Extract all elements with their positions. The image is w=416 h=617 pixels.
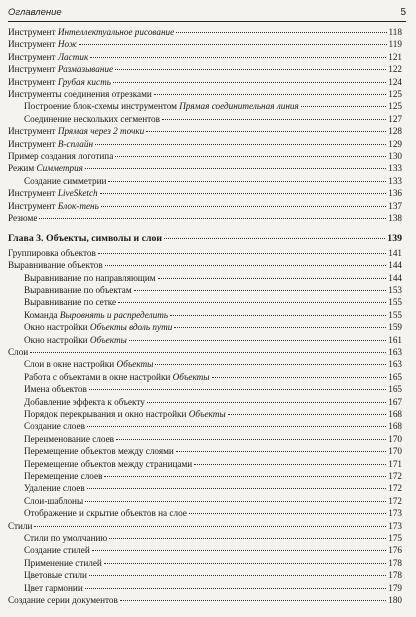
- dot-leader: [34, 526, 386, 527]
- entry-title-italic: Ластик: [57, 51, 89, 62]
- page-number: 5: [400, 7, 406, 18]
- entry-page-number: 175: [388, 533, 402, 543]
- entry-title-italic: Объекты: [116, 359, 154, 370]
- entry-page-number: 178: [388, 557, 402, 568]
- dot-leader: [146, 131, 386, 132]
- dot-leader: [85, 588, 386, 589]
- entry-title: [8, 247, 96, 259]
- entry-title-text: Создание стилей: [24, 545, 90, 556]
- entry-page-number: 127: [388, 113, 402, 124]
- entry-title: [8, 187, 98, 199]
- entry-title-text: Выравнивание по объектам: [24, 285, 132, 295]
- dot-leader: [129, 340, 386, 341]
- entry-page-number: 121: [388, 51, 402, 62]
- entry-page-number: 125: [388, 89, 402, 99]
- entry-title-text: Резюме: [8, 213, 38, 223]
- dot-leader: [90, 57, 386, 58]
- dot-leader: [228, 414, 387, 415]
- entry-title-text: Инструменты соединения отрезками: [8, 89, 152, 99]
- dot-leader: [101, 206, 386, 207]
- entry-title: [24, 334, 127, 346]
- toc-entry: [24, 445, 402, 457]
- toc-entry: [24, 544, 402, 556]
- entry-page-number: 163: [388, 347, 402, 357]
- toc-entry: [24, 458, 402, 470]
- entry-title-text: Имена объектов: [24, 384, 87, 395]
- entry-title-text: Инструмент: [8, 39, 58, 50]
- entry-title: [24, 458, 192, 470]
- toc-entry: [24, 358, 402, 370]
- entry-title: [24, 495, 83, 507]
- entry-page-number: 130: [388, 151, 402, 161]
- entry-title: [24, 557, 102, 569]
- entry-title-text: Группировка объектов: [8, 247, 96, 258]
- toc-entry: [8, 150, 402, 162]
- toc-entry: [8, 63, 402, 75]
- toc-entry: [8, 346, 402, 358]
- entry-title-text: Стили по умолчанию: [24, 533, 108, 543]
- entry-page-number: 170: [388, 433, 402, 444]
- running-header: [8, 4, 406, 18]
- entry-title: [8, 212, 37, 224]
- toc-entry: [24, 100, 402, 112]
- dot-leader: [170, 315, 386, 316]
- entry-page-number: 118: [388, 27, 402, 37]
- entry-title-text: Инструмент: [8, 27, 58, 37]
- chapter-entry: [8, 233, 402, 245]
- dot-leader: [154, 94, 386, 95]
- entry-page-number: 129: [388, 138, 402, 149]
- toc-entry: [24, 532, 402, 544]
- toc-entry: [24, 321, 402, 333]
- toc-entry: [8, 51, 402, 63]
- dot-leader: [174, 327, 386, 328]
- entry-title-text: Глава 3. Объекты, символы и слои: [8, 233, 163, 245]
- dot-leader: [115, 69, 386, 70]
- entry-title-text: Инструмент: [8, 200, 58, 211]
- entry-page-number: 137: [388, 200, 402, 211]
- entry-title-text: Окно настройки: [24, 322, 90, 333]
- toc-entry: [24, 113, 402, 125]
- toc-entry: [24, 433, 402, 445]
- entry-title: [24, 544, 90, 556]
- entry-page-number: 133: [388, 175, 402, 186]
- dot-leader: [85, 501, 386, 502]
- entry-title: [8, 162, 83, 174]
- toc-entry: [8, 76, 402, 88]
- entry-title: [8, 63, 113, 75]
- header-rule: [8, 21, 406, 22]
- entry-title-text: Переименование слоев: [24, 433, 114, 444]
- entry-title-text: Перемещение слоев: [24, 471, 103, 481]
- entry-title: [24, 383, 87, 395]
- dot-leader: [155, 364, 386, 365]
- dot-leader: [104, 476, 386, 477]
- dot-leader: [30, 352, 386, 353]
- entry-title: [8, 51, 88, 63]
- entry-title: [8, 346, 28, 358]
- entry-title: [8, 594, 118, 606]
- toc-entry: [24, 383, 402, 395]
- dot-leader: [98, 253, 386, 254]
- entry-title-italic: Объекты: [172, 371, 210, 382]
- entry-title-text: Инструмент: [8, 51, 58, 62]
- entry-page-number: 176: [388, 545, 402, 556]
- dot-leader: [212, 377, 387, 378]
- entry-title: [24, 569, 87, 581]
- toc-entry: [24, 569, 402, 581]
- entry-title-text: Порядок перекрывания и окно настройки: [24, 409, 189, 419]
- entry-title-text: Отображение и скрытие объектов на слое: [24, 508, 187, 519]
- dot-leader: [109, 538, 386, 539]
- toc-entry: [24, 408, 402, 420]
- entry-page-number: 139: [387, 233, 402, 245]
- entry-title-text: Цвет гармонии: [24, 582, 83, 593]
- entry-title-text: Перемещение объектов между страницами: [24, 458, 193, 469]
- entry-title-text: Построение блок-схемы инструментом: [24, 101, 180, 112]
- dot-leader: [87, 426, 386, 427]
- entry-title: [8, 138, 93, 150]
- entry-page-number: 138: [388, 213, 402, 223]
- dot-leader: [95, 144, 386, 145]
- entry-page-number: 136: [388, 188, 402, 199]
- dot-leader: [113, 82, 386, 83]
- entry-title: [8, 233, 162, 245]
- toc-entry: [24, 507, 402, 519]
- entry-title: [24, 309, 168, 321]
- entry-title-italic: Объекты: [89, 334, 127, 345]
- entry-page-number: 125: [388, 101, 402, 112]
- entry-page-number: 144: [388, 260, 402, 271]
- entry-page-number: 172: [388, 471, 402, 481]
- toc-entry: [8, 259, 402, 271]
- toc-entry: [24, 582, 402, 594]
- toc-entry: [8, 594, 402, 606]
- entry-page-number: 179: [388, 582, 402, 593]
- entry-page-number: 133: [388, 163, 402, 174]
- dot-leader: [108, 181, 386, 182]
- entry-page-number: 172: [388, 483, 402, 494]
- entry-title-text: Добавление эффекта к объекту: [24, 396, 145, 407]
- toc-entry: [8, 212, 402, 224]
- section-title: Оглавление: [8, 7, 62, 18]
- entry-page-number: 165: [388, 371, 402, 382]
- entry-title-text: Создание симметрии: [24, 175, 107, 186]
- entry-page-number: 165: [388, 384, 402, 395]
- entry-title: [24, 175, 106, 187]
- toc-entry: [8, 138, 402, 150]
- entry-page-number: 171: [388, 458, 402, 469]
- entry-title-italic: Нож: [57, 39, 78, 50]
- entry-title-text: Удаление слоев: [24, 483, 85, 494]
- toc-entry: [24, 371, 402, 383]
- entry-title-text: Слои: [8, 347, 29, 357]
- entry-title: [24, 482, 85, 494]
- entry-page-number: 170: [388, 446, 402, 457]
- entry-title: [24, 408, 226, 420]
- dot-leader: [87, 488, 387, 489]
- entry-title-italic: Симметрия: [36, 163, 83, 174]
- entry-title-text: Пример создания логотипа: [8, 151, 114, 161]
- entry-title-text: Инструмент: [8, 126, 58, 137]
- toc-entry: [24, 272, 402, 284]
- dot-leader: [92, 550, 386, 551]
- entry-title-text: Стили: [8, 520, 33, 531]
- entry-title: [24, 358, 153, 370]
- toc-entry: [8, 520, 402, 532]
- entry-title-italic: Грубая кисть: [57, 76, 111, 87]
- dot-leader: [100, 193, 387, 194]
- toc-entry: [24, 175, 402, 187]
- entry-title: [8, 26, 174, 38]
- entry-title-text: Инструмент: [8, 138, 58, 149]
- entry-title-italic: LiveSketch: [57, 188, 98, 199]
- entry-title-italic: Интеллектуальное рисование: [57, 27, 175, 37]
- dot-leader: [164, 238, 385, 239]
- toc-entry: [8, 200, 402, 212]
- toc-entry: [24, 296, 402, 308]
- dot-leader: [89, 389, 386, 390]
- entry-title: [24, 396, 145, 408]
- dot-leader: [120, 600, 386, 601]
- entry-title-italic: В-сплайн: [57, 138, 94, 149]
- entry-page-number: 173: [388, 520, 402, 531]
- dot-leader: [194, 464, 386, 465]
- entry-title-text: Работа с объектами в окне настройки: [24, 371, 173, 382]
- dot-leader: [301, 106, 386, 107]
- entry-title-text: Применение стилей: [24, 557, 102, 568]
- toc-entry: [8, 38, 402, 50]
- entry-title-text: Создание серии документов: [8, 595, 118, 605]
- entry-title-italic: Прямая соединительная линия: [179, 101, 299, 112]
- entry-title-text: Инструмент: [8, 64, 58, 75]
- toc-entry: [8, 26, 402, 38]
- dot-leader: [105, 265, 387, 266]
- entry-title: [8, 150, 113, 162]
- entry-title: [24, 296, 116, 308]
- toc-entry: [8, 187, 402, 199]
- dot-leader: [118, 302, 386, 303]
- entry-page-number: 163: [388, 359, 402, 370]
- entry-title: [24, 582, 83, 594]
- entry-title: [8, 520, 32, 532]
- entry-page-number: 161: [388, 334, 402, 345]
- entry-title-text: Окно настройки: [24, 334, 90, 345]
- dot-leader: [115, 156, 386, 157]
- entry-page-number: 124: [388, 76, 402, 87]
- toc-entry: [24, 284, 402, 296]
- entry-title-text: Цветовые стили: [24, 570, 87, 581]
- entry-title: [8, 259, 103, 271]
- entry-page-number: 155: [388, 309, 402, 320]
- entry-title-text: Инструмент: [8, 188, 58, 199]
- toc-entry: [24, 396, 402, 408]
- entry-title: [24, 532, 107, 544]
- entry-title: [8, 76, 111, 88]
- entry-title: [24, 445, 174, 457]
- entry-title-text: Выравнивание объектов: [8, 260, 103, 271]
- dot-leader: [79, 44, 386, 45]
- dot-leader: [162, 119, 386, 120]
- entry-page-number: 168: [388, 421, 402, 432]
- dot-leader: [134, 290, 387, 291]
- entry-title: [8, 88, 152, 100]
- toc-entry: [24, 557, 402, 569]
- dot-leader: [189, 513, 386, 514]
- dot-leader: [147, 402, 386, 403]
- entry-title: [24, 371, 210, 383]
- entry-title-text: Соединение нескольких сегментов: [24, 113, 160, 124]
- entry-title: [24, 507, 187, 519]
- entry-title-text: Режим: [8, 163, 37, 174]
- entry-title-italic: Объекты вдоль пути: [89, 322, 173, 333]
- dot-leader: [176, 32, 386, 33]
- toc-entry: [24, 470, 402, 482]
- entry-page-number: 128: [388, 126, 402, 137]
- toc-entry: [24, 482, 402, 494]
- entry-title: [24, 100, 299, 112]
- entry-title: [24, 113, 160, 125]
- entry-page-number: 172: [388, 495, 402, 506]
- dot-leader: [116, 439, 386, 440]
- entry-title: [24, 433, 114, 445]
- entry-title: [8, 38, 77, 50]
- entry-title-text: Слои-шаблоны: [24, 495, 84, 506]
- entry-title: [24, 470, 102, 482]
- entry-title-italic: Прямая через 2 точки: [57, 126, 145, 137]
- entry-page-number: 167: [388, 396, 402, 407]
- entry-page-number: 159: [388, 322, 402, 333]
- entry-page-number: 122: [388, 64, 402, 75]
- toc-entry: [8, 162, 402, 174]
- entry-title-text: Слои в окне настройки: [24, 359, 117, 370]
- dot-leader: [158, 278, 387, 279]
- entry-title-italic: Выровнять и распределить: [59, 309, 169, 320]
- entry-page-number: 119: [388, 39, 402, 50]
- toc-entry: [8, 125, 402, 137]
- toc-entry: [8, 247, 402, 259]
- entry-page-number: 153: [388, 285, 402, 295]
- toc-entry: [24, 495, 402, 507]
- dot-leader: [89, 575, 386, 576]
- entry-page-number: 155: [388, 297, 402, 308]
- entry-title-text: Перемещение объектов между слоями: [24, 446, 174, 457]
- entry-title: [8, 125, 144, 137]
- entry-title-italic: Размазывание: [57, 64, 114, 75]
- entry-title: [24, 321, 172, 333]
- toc-entry: [24, 309, 402, 321]
- entry-page-number: 168: [388, 409, 402, 419]
- entry-title: [24, 284, 132, 296]
- dot-leader: [104, 563, 386, 564]
- entry-title-italic: Объекты: [188, 409, 226, 419]
- entry-title: [8, 200, 99, 212]
- entry-page-number: 141: [388, 247, 402, 258]
- entry-title: [24, 272, 156, 284]
- dot-leader: [176, 451, 386, 452]
- toc-entry: [8, 88, 402, 100]
- entry-title-text: Команда: [24, 309, 60, 320]
- entry-page-number: 180: [388, 595, 402, 605]
- entry-title: [24, 420, 85, 432]
- dot-leader: [39, 218, 386, 219]
- toc-entry: [24, 334, 402, 346]
- entry-title-text: Создание слоев: [24, 421, 85, 432]
- entry-title-text: Выравнивание по направляющим: [24, 272, 156, 283]
- entry-title-text: Инструмент: [8, 76, 58, 87]
- entry-page-number: 144: [388, 272, 402, 283]
- entry-title-italic: Блок-тень: [57, 200, 99, 211]
- dot-leader: [85, 168, 386, 169]
- entry-page-number: 173: [388, 508, 402, 519]
- toc-entry: [24, 420, 402, 432]
- entry-page-number: 178: [388, 570, 402, 581]
- entry-title-text: Выравнивание по сетке: [24, 297, 117, 308]
